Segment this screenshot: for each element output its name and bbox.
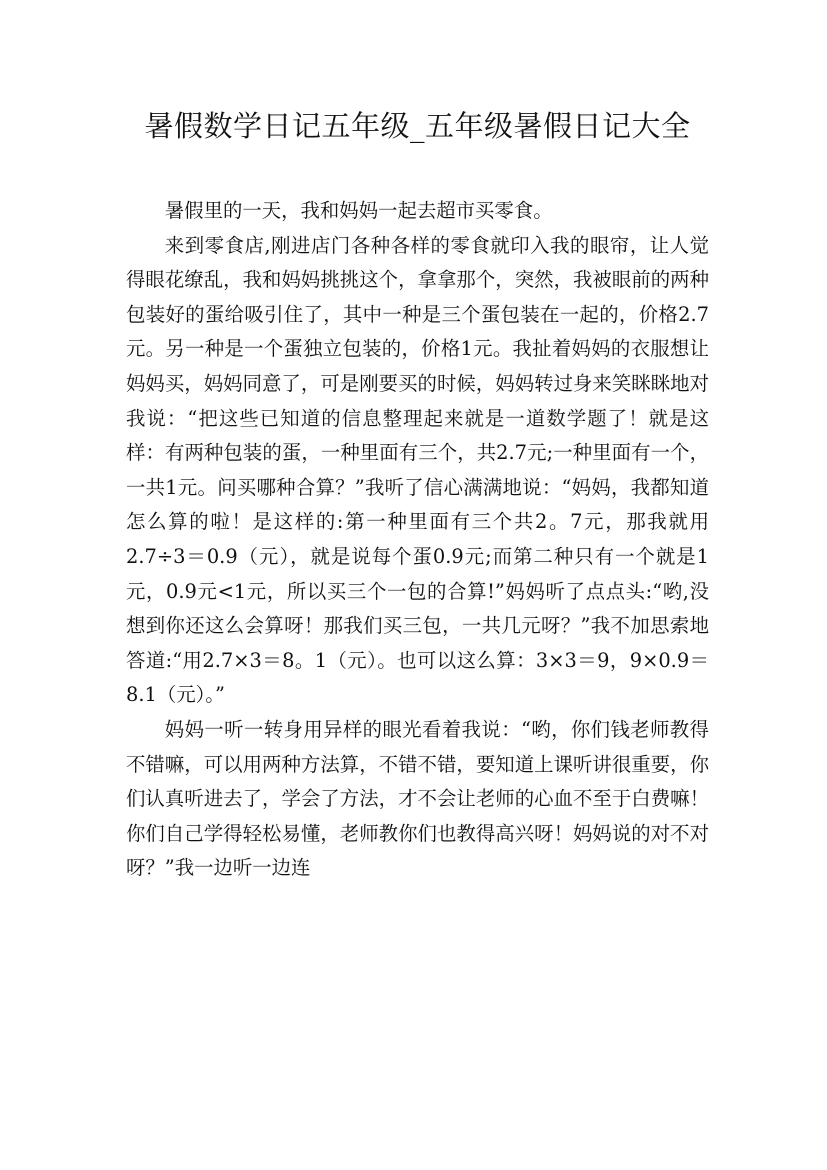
document-title: 暑假数学日记五年级_五年级暑假日记大全 xyxy=(144,109,691,143)
paragraph-1: 暑假里的一天，我和妈妈一起去超市买零食。 xyxy=(164,199,553,222)
paragraph-3: 妈妈一听一转身用异样的眼光看着我说：“哟，你们钱老师教得不错嘛，可以用两种方法算，不错不错，要知道上课听讲很重要，你们认真听进去了，学会了方法，才不会让老师的心血不至于白费嘛！你们自己学得轻松易懂，老师教你们也教得高兴呀！妈妈说的对不对呀？”我一边听一边连 xyxy=(126,717,709,880)
document-body xyxy=(126,194,709,886)
paragraph-2: 来到零食店,刚进店门各种各样的零食就印入我的眼帘，让人觉得眼花缭乱，我和妈妈挑挑这个，拿拿那个，突然，我被眼前的两种包装好的蛋给吸引住了，其中一种是三个蛋包装在一起的，价格2.7元。另一种是一个蛋独立包装的，价格1元。我扯着妈妈的衣服想让妈妈买，妈妈同意了，可是刚要买的时候，妈妈转过身来笑眯眯地对我说：“把这些已知道的信息整理起来就是一道数学题了！就是这样：有两种包装的蛋，一种里面有三个，共2.7元;一种里面有一个，一共1元。问买哪种合算？”我听了信心满满地说：“妈妈，我都知道怎么算的啦！是这样的:第一种里面有三个共2。7元，那我就用2.7÷3＝0.9（元），就是说每个蛋0.9元;而第二种只有一个就是1元，0.9元<1元，所以买三个一包的合算!”妈妈听了点点头:“哟,没想到你还这么会算呀！那我们买三包，一共几元呀？”我不加思索地答道:“用2.7×3＝8。1（元）。也可以这么算：3×3＝9，9×0.9＝8.1（元）。” xyxy=(126,233,710,707)
